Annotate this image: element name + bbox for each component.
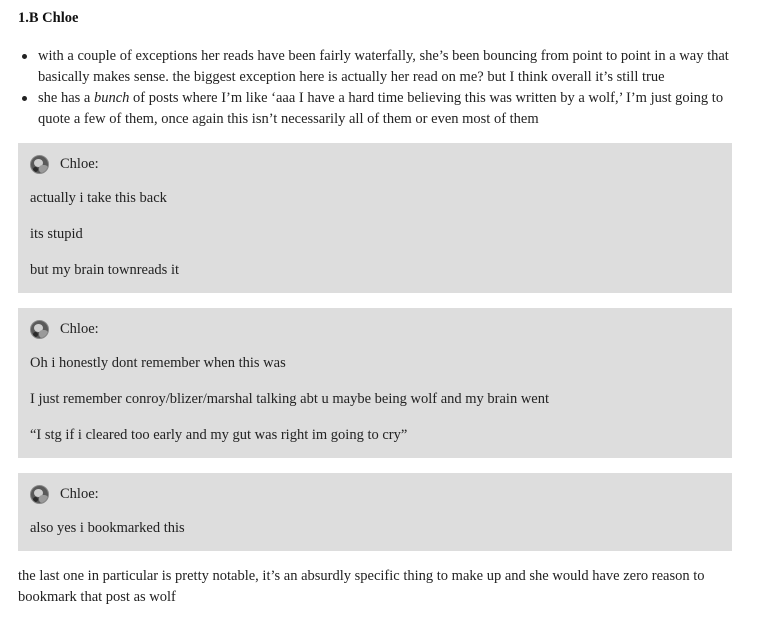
author-name[interactable]: Chloe: <box>60 320 99 337</box>
quote-line: also yes i bookmarked this <box>30 520 185 536</box>
emphasis-text: bunch <box>93 90 130 106</box>
bullet-item <box>18 88 732 130</box>
bullet-list <box>18 46 732 130</box>
quote-block <box>18 143 732 293</box>
author-name[interactable]: Chloe: <box>60 155 99 172</box>
author-name[interactable]: Chloe: <box>60 485 99 502</box>
quote-line: I just remember conroy/blizer/marshal talking abt u maybe being wolf and my brain went <box>30 391 550 407</box>
closing-paragraph: the last one in particular is pretty notable, it’s an absurdly specific thing to make up and she would have zero reason to bookmark that post as wolf <box>18 568 705 605</box>
avatar[interactable] <box>30 155 49 174</box>
quote-block <box>18 308 732 458</box>
avatar[interactable] <box>30 485 49 504</box>
quote-line: its stupid <box>30 226 83 242</box>
quote-line: Oh i honestly dont remember when this was <box>30 355 286 371</box>
quote-line: “I stg if i cleared too early and my gut was right im going to cry” <box>30 427 408 443</box>
bullet-text: of posts where I’m like ‘aaa I have a hard time believing this was written by a wolf,’ I’m just going to quote a few of them, once again this isn’t necessarily all of them or even most of them <box>38 90 724 127</box>
section-heading: 1.B Chloe <box>18 10 79 26</box>
quote-author[interactable] <box>30 153 99 175</box>
quote-author[interactable] <box>30 318 99 340</box>
bullet-item: with a couple of exceptions her reads have been fairly waterfally, she’s been bouncing from point to point in a way that basically makes sense. the biggest exception here is actually her read on me? but I think overall it’s still true <box>18 46 732 88</box>
bullet-text: she has a <box>38 90 94 106</box>
avatar[interactable] <box>30 320 49 339</box>
quote-author[interactable] <box>30 483 99 505</box>
quote-line: but my brain townreads it <box>30 262 180 278</box>
quote-block <box>18 473 732 551</box>
quote-line: actually i take this back <box>30 190 167 206</box>
